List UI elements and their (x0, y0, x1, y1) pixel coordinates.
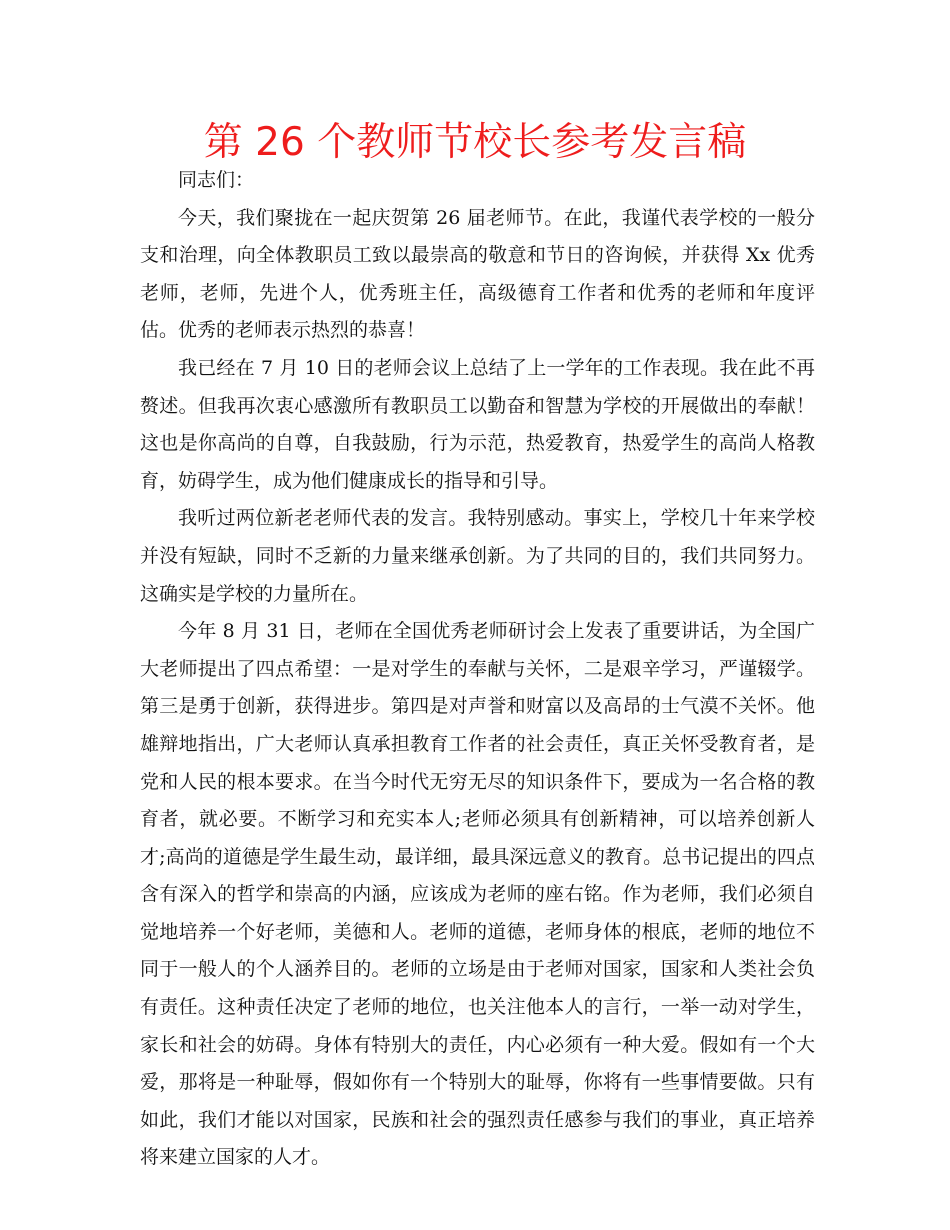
document-body (140, 162, 815, 1177)
paragraph-4: 今年 8 月 31 日，老师在全国优秀老师研讨会上发表了重要讲话，为全国广大老师提出了四点希望：一是对学生的奉献与关怀，二是艰辛学习，严谨辍学。第三是勇于创新，获得进步。第四是对声誉和财富以及高昂的士气漠不关怀。他雄辩地指出，广大老师认真承担教育工作者的社会责任，真正关怀受教育者，是党和人民的根本要求。在当今时代无穷无尽的知识条件下，要成为一名合格的教育者，就必要。不断学习和充实本人;老师必须具有创新精神，可以培养创新人才;高尚的道德是学生最生动，最详细，最具深远意义的教育。总书记提出的四点含有深入的哲学和崇高的内涵，应该成为老师的座右铭。作为老师，我们必须自觉地培养一个好老师，美德和人。老师的道德，老师身体的根底，老师的地位不同于一般人的个人涵养目的。老师的立场是由于老师对国家，国家和人类社会负有责任。这种责任决定了老师的地位，也关注他本人的言行，一举一动对学生，家长和社会的妨碍。身体有特别大的责任，内心必须有一种大爱。假如有一个大爱，那将是一种耻辱，假如你有一个特别大的耻辱，你将有一些事情要做。只有如此，我们才能以对国家，民族和社会的强烈责任感参与我们的事业，真正培养将来建立国家的人才。 (140, 620, 815, 1169)
paragraph-2: 我已经在 7 月 10 日的老师会议上总结了上一学年的工作表现。我在此不再赘述。但我再次衷心感激所有教职员工以勤奋和智慧为学校的开展做出的奉献！这也是你高尚的自尊，自我鼓励，行为示范，热爱教育，热爱学生的高尚人格教育，妨碍学生，成为他们健康成长的指导和引导。 (140, 356, 815, 492)
greeting: 同志们： (178, 169, 255, 191)
document-title: 第 26 个教师节校长参考发言稿 (203, 120, 747, 165)
paragraph-3: 我听过两位新老老师代表的发言。我特别感动。事实上，学校几十年来学校并没有短缺，同时不乏新的力量来继承创新。为了共同的目的，我们共同努力。这确实是学校的力量所在。 (140, 507, 815, 605)
paragraph-1: 今天，我们聚拢在一起庆贺第 26 届老师节。在此，我谨代表学校的一般分支和治理，向全体教职员工致以最崇高的敬意和节日的咨询候，并获得 Xx 优秀老师，老师，先进个人，优秀班主任，高级德育工作者和优秀的老师和年度评估。优秀的老师表示热烈的恭喜！ (140, 206, 815, 342)
